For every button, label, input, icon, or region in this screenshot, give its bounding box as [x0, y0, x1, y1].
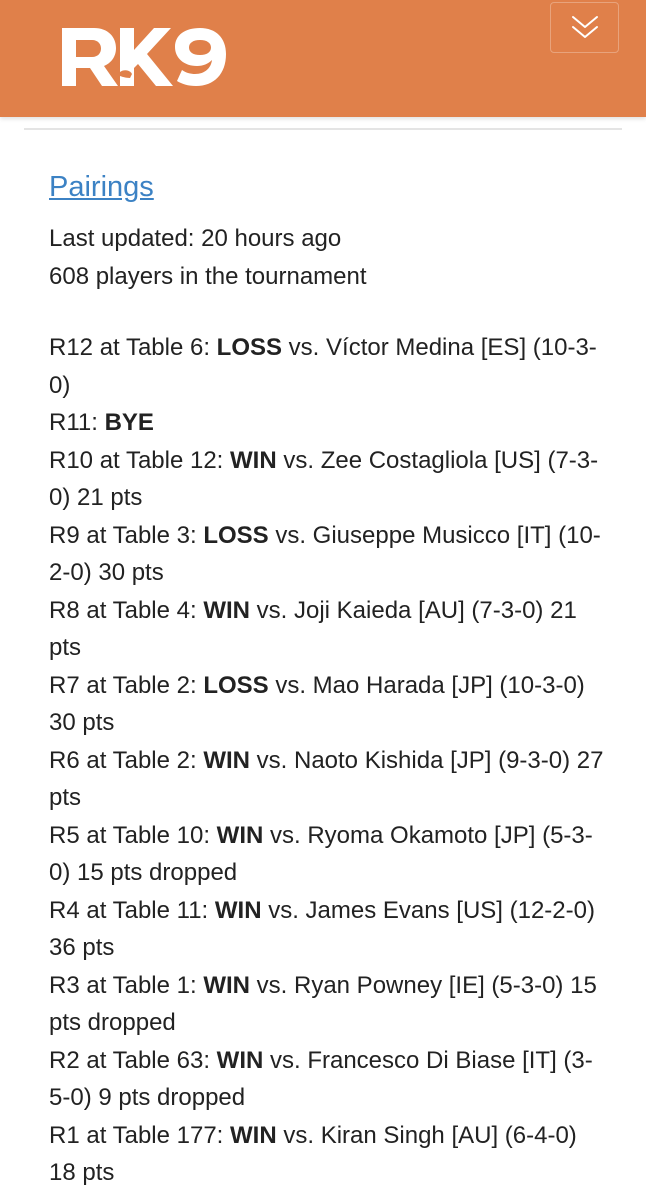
round-item — [49, 667, 609, 742]
round-prefix: R9 at Table 3: — [49, 521, 204, 549]
round-prefix: R6 at Table 2: — [49, 746, 204, 774]
round-result: WIN — [214, 896, 262, 924]
round-result: WIN — [216, 1046, 264, 1074]
round-result: LOSS — [203, 521, 269, 549]
main-content — [49, 168, 609, 1192]
round-item — [49, 329, 609, 404]
round-item — [49, 404, 609, 442]
menu-toggle-button[interactable] — [550, 2, 619, 53]
round-result: WIN — [230, 446, 277, 474]
round-result: WIN — [230, 1121, 277, 1149]
round-item — [49, 892, 609, 967]
round-result: LOSS — [216, 334, 283, 361]
round-result: BYE — [104, 409, 154, 436]
round-prefix: R10 at Table 12: — [49, 446, 231, 474]
rk9-logo[interactable] — [60, 26, 230, 88]
round-opponent: vs. Francesco Di Biase [IT] (3-5-0) 9 pts dropped — [49, 1046, 593, 1111]
round-result: LOSS — [203, 671, 269, 699]
round-item — [49, 442, 609, 517]
round-prefix: R8 at Table 4: — [49, 596, 204, 624]
round-opponent: vs. Kiran Singh [AU] (6-4-0) 18 pts — [49, 1121, 577, 1186]
round-opponent: vs. Mao Harada [JP] (10-3-0) 30 pts — [49, 671, 585, 736]
round-item — [49, 742, 609, 817]
round-item — [49, 967, 609, 1042]
round-prefix: R3 at Table 1: — [49, 971, 204, 999]
round-result: WIN — [203, 596, 250, 624]
round-prefix: R4 at Table 11: — [49, 896, 215, 924]
round-item — [49, 592, 609, 667]
round-opponent: vs. Víctor Medina [ES] (10-3-0) — [49, 334, 597, 399]
site-header — [0, 0, 646, 117]
round-results-list — [49, 329, 609, 1192]
round-prefix: R5 at Table 10: — [49, 821, 217, 849]
round-opponent: vs. Giuseppe Musicco [IT] (10-2-0) 30 pts — [49, 521, 601, 586]
round-item — [49, 1042, 609, 1117]
round-opponent: vs. Joji Kaieda [AU] (7-3-0) 21 pts — [49, 596, 577, 661]
round-opponent: vs. Zee Costagliola [US] (7-3-0) 21 pts — [49, 446, 599, 511]
round-opponent: vs. James Evans [US] (12-2-0) 36 pts — [49, 896, 595, 961]
round-prefix: R7 at Table 2: — [49, 671, 204, 699]
header-divider — [24, 128, 622, 130]
round-opponent: vs. Naoto Kishida [JP] (9-3-0) 27 pts — [49, 746, 604, 811]
double-chevron-down-icon — [570, 13, 600, 43]
round-opponent: vs. Ryoma Okamoto [JP] (5-3-0) 15 pts dropped — [49, 821, 593, 886]
round-prefix: R2 at Table 63: — [49, 1046, 217, 1074]
player-count-text: 608 players in the tournament — [49, 262, 367, 290]
round-prefix: R1 at Table 177: — [49, 1121, 231, 1149]
round-prefix: R11: — [49, 409, 105, 436]
round-item — [49, 1117, 609, 1192]
round-result: WIN — [216, 821, 264, 849]
round-item — [49, 817, 609, 892]
round-prefix: R12 at Table 6: — [49, 334, 217, 361]
last-updated-text: Last updated: 20 hours ago — [49, 225, 342, 252]
round-item — [49, 517, 609, 592]
round-opponent: vs. Ryan Powney [IE] (5-3-0) 15 pts dropped — [49, 971, 597, 1036]
round-result: WIN — [203, 971, 250, 999]
round-result: WIN — [203, 746, 250, 774]
pairings-link[interactable]: Pairings — [49, 171, 154, 203]
